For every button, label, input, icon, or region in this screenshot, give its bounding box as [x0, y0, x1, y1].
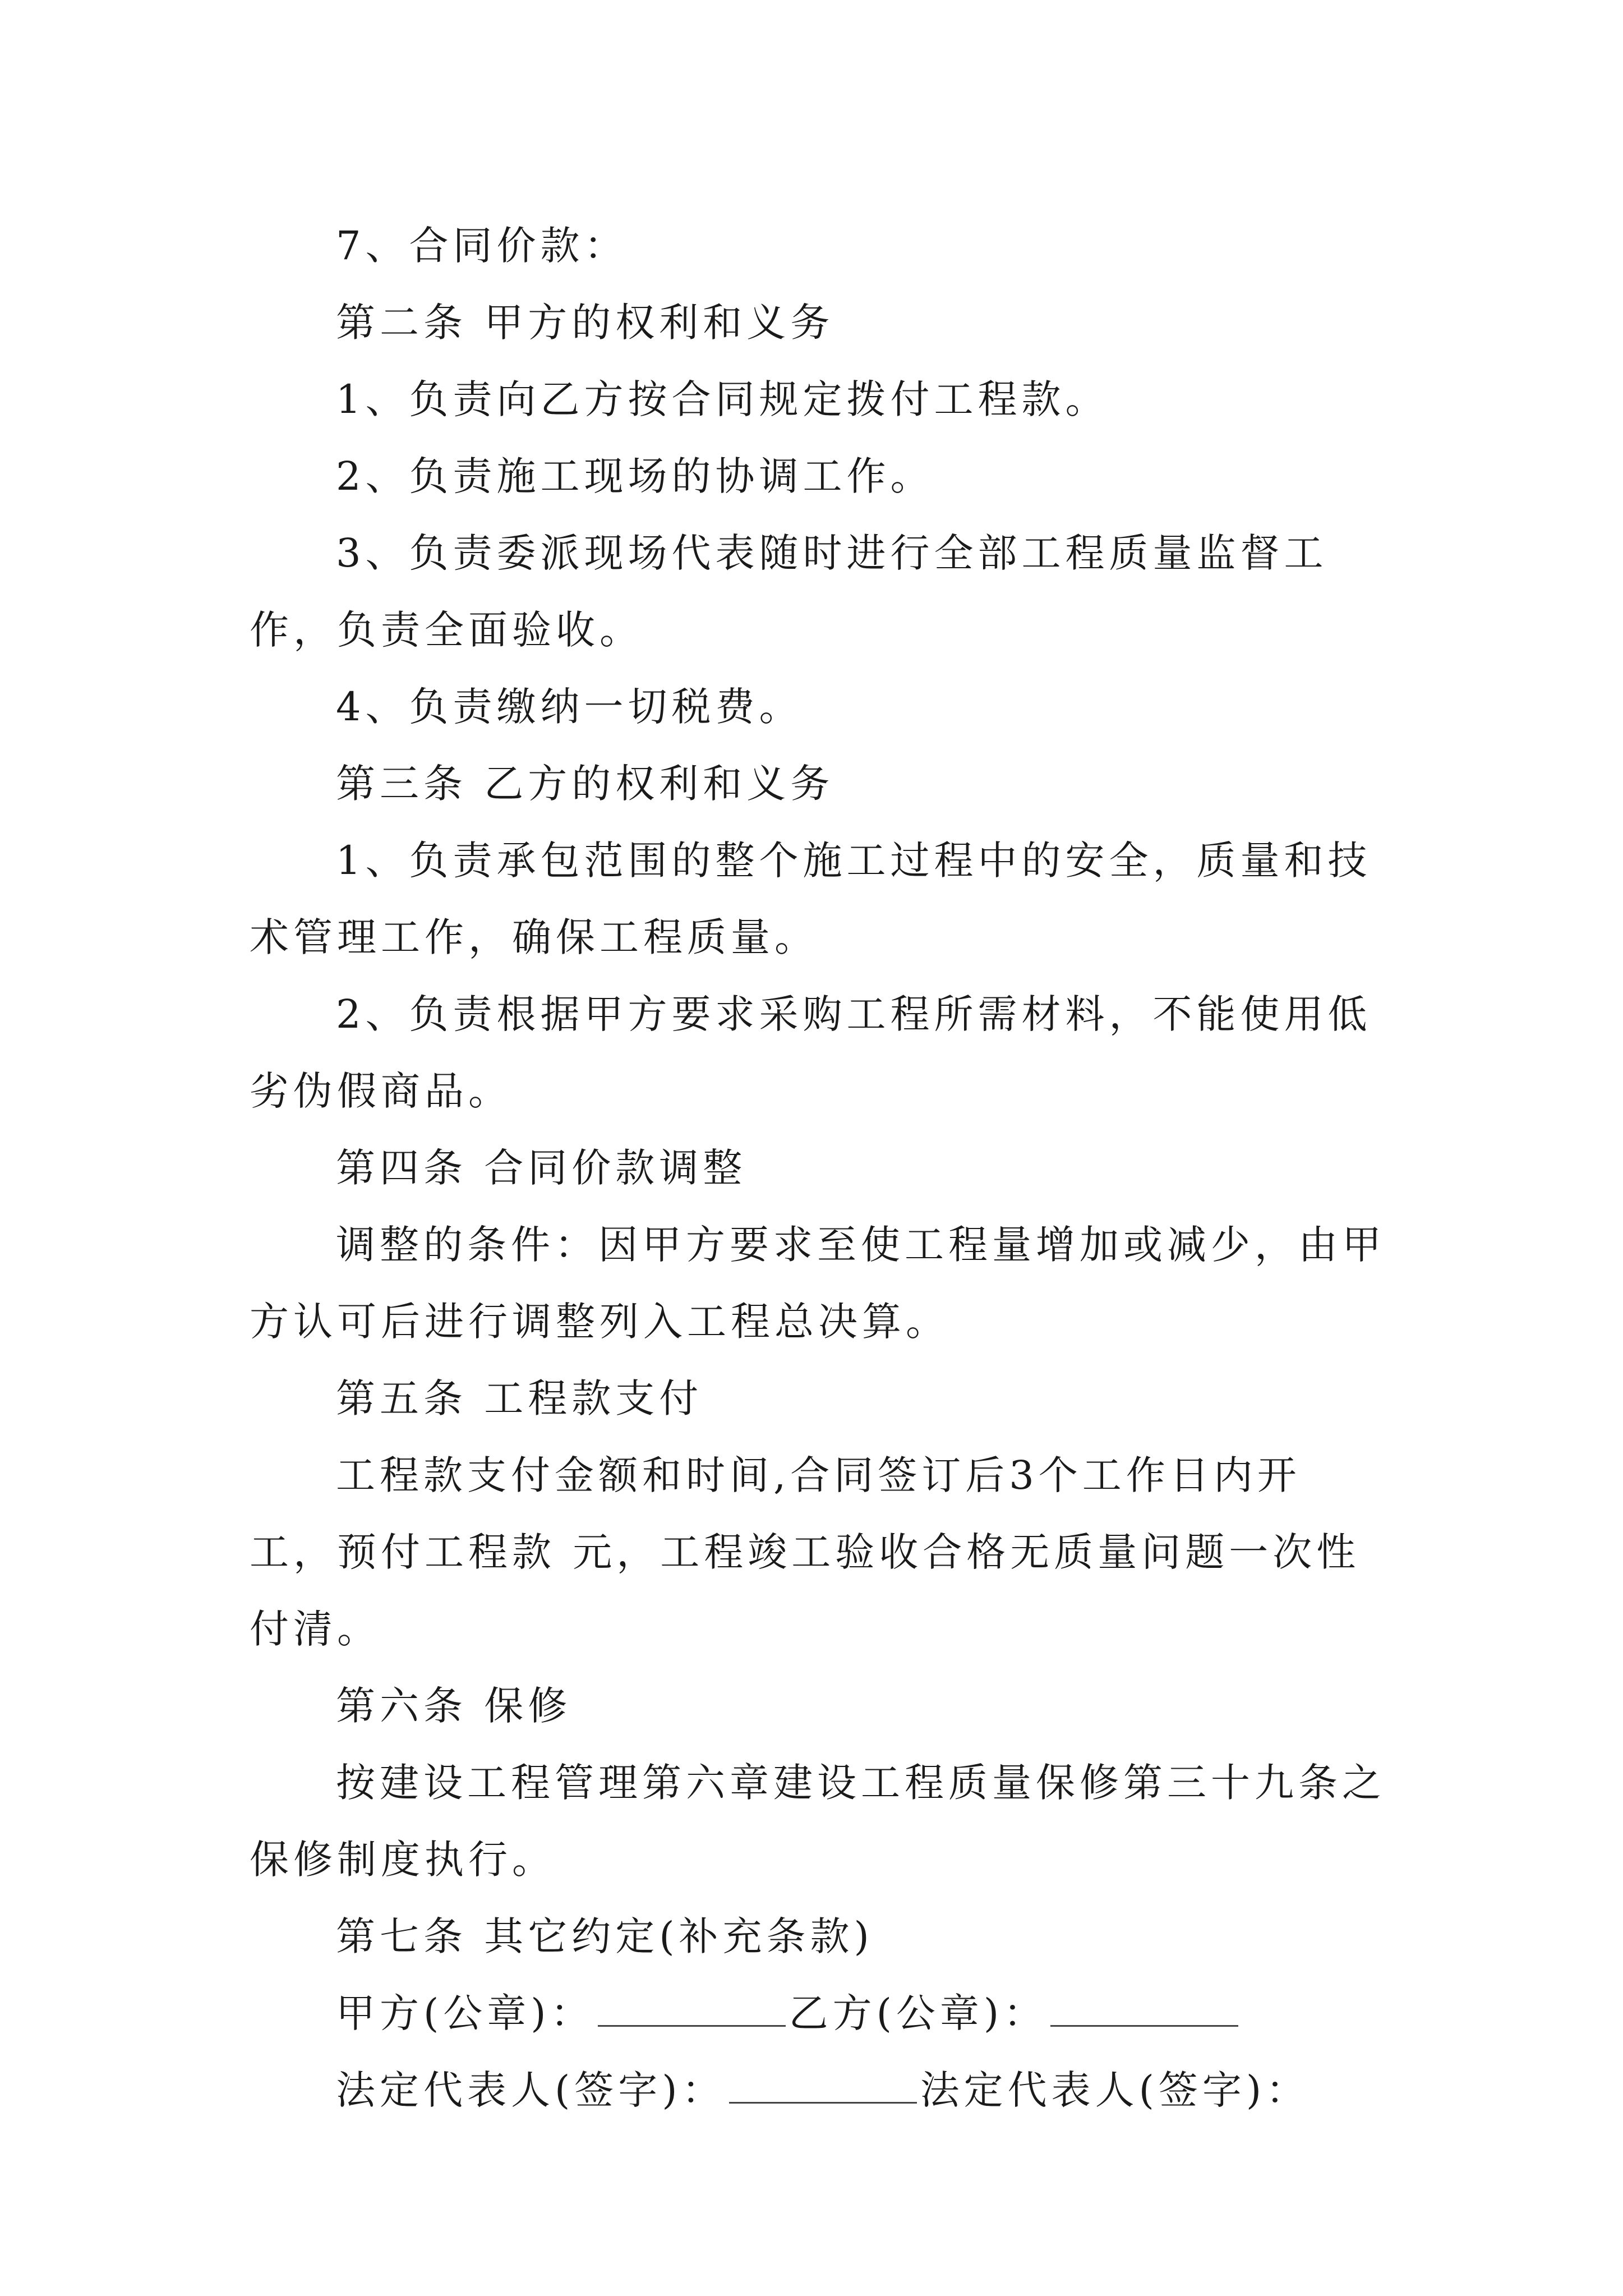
- article-2-item-2: 2、负责施工现场的协调工作。: [336, 453, 934, 499]
- party-a-seal-blank: [598, 1988, 786, 2027]
- article-3-item-1: 1、负责承包范围的整个施工过程中的安全，质量和技术管理工作，确保工程质量。: [250, 838, 1372, 960]
- article-6-heading: 第六条 保修: [336, 1683, 572, 1729]
- article-5-heading: 第五条 工程款支付: [336, 1375, 703, 1421]
- article-2-item-1: 1、负责向乙方按合同规定拨付工程款。: [336, 376, 1109, 422]
- article-4-body: 调整的条件：因甲方要求至使工程量增加或减少，由甲方认可后进行调整列入工程总决算。: [250, 1222, 1386, 1345]
- party-a-rep-label: 法定代表人(签字)：: [336, 2067, 726, 2113]
- contract-body: [250, 208, 1388, 2129]
- party-b-rep-label: 法定代表人(签字)：: [920, 2067, 1310, 2113]
- article-7-heading: 第七条 其它约定(补充条款): [336, 1913, 874, 1959]
- article-5-body: 工程款支付金额和时间,合同签订后3个工作日内开工，预付工程款 元，工程竣工验收合格无质量问题一次性付清。: [250, 1452, 1361, 1652]
- article-2-heading: 第二条 甲方的权利和义务: [336, 300, 834, 346]
- seal-row: [250, 1975, 1388, 2052]
- clause-price: 7、合同价款：: [336, 223, 628, 269]
- article-2-item-3: 3、负责委派现场代表随时进行全部工程质量监督工作，负责全面验收。: [250, 530, 1328, 653]
- article-3-item-2: 2、负责根据甲方要求采购工程所需材料，不能使用低劣伪假商品。: [250, 991, 1372, 1114]
- article-4-heading: 第四条 合同价款调整: [336, 1145, 747, 1191]
- party-b-seal-label: 乙方(公章)：: [789, 1990, 1048, 2036]
- party-a-rep-blank: [729, 2065, 917, 2104]
- party-a-seal-label: 甲方(公章)：: [336, 1990, 594, 2036]
- representative-row: [250, 2052, 1388, 2129]
- article-3-heading: 第三条 乙方的权利和义务: [336, 761, 834, 807]
- article-2-item-4: 4、负责缴纳一切税费。: [336, 684, 803, 730]
- party-b-seal-blank: [1050, 1988, 1238, 2027]
- article-6-body: 按建设工程管理第六章建设工程质量保修第三十九条之保修制度执行。: [250, 1760, 1386, 1883]
